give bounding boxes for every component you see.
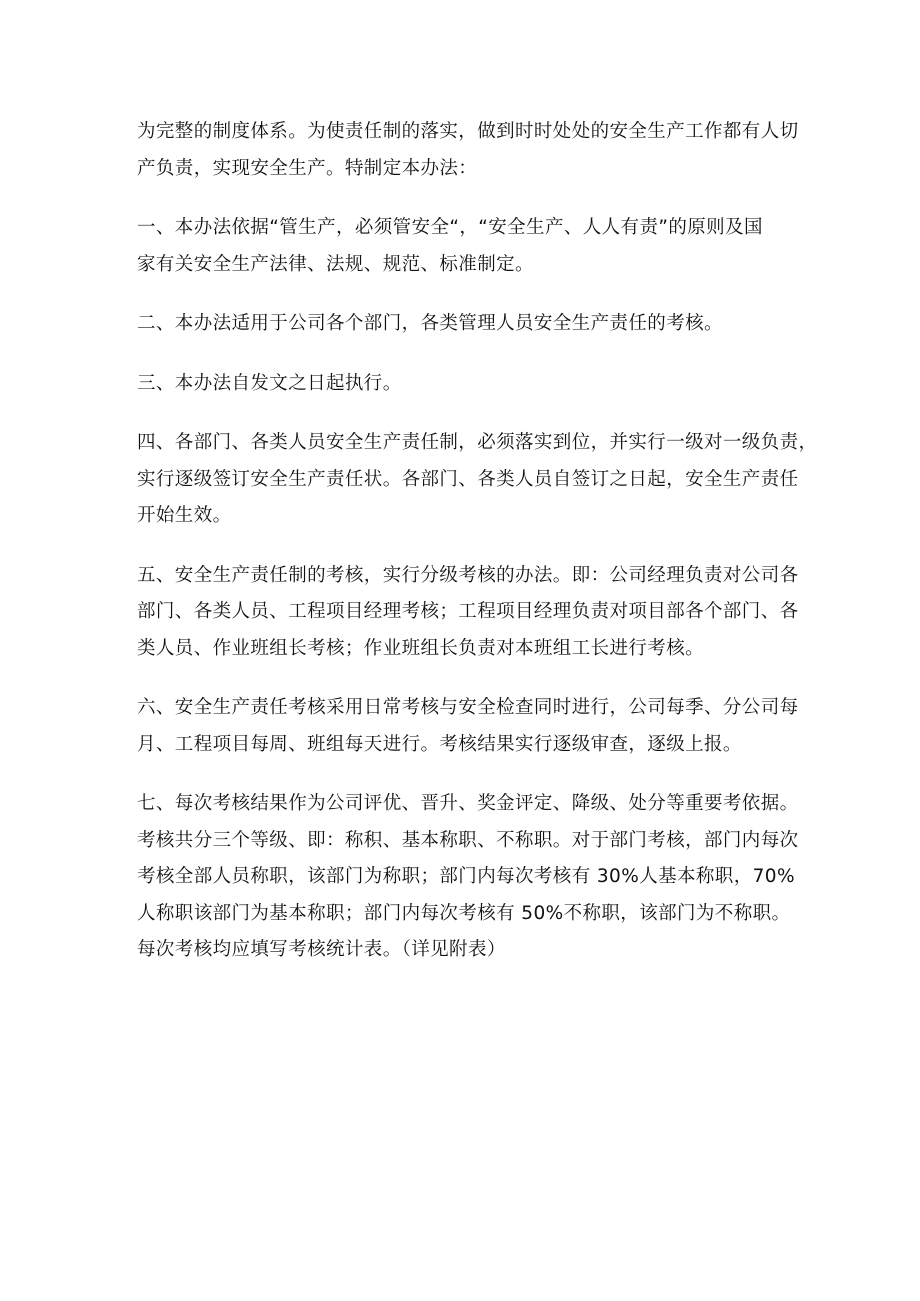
- text-line: 每次考核均应填写考核统计表。（详见附表）: [137, 939, 506, 960]
- text-line: 部门、各类人员、工程项目经理考核；工程项目经理负责对项目部各个部门、各: [137, 601, 799, 622]
- paragraph-article-5: [137, 558, 817, 668]
- text-line: 三、本办法自发文之日起执行。: [137, 372, 402, 394]
- text-line: 一、本办法依据“管生产，必须管安全“，“安全生产、人人有责”的原则及国: [137, 217, 763, 238]
- text-line: 考核全部人员称职，该部门为称职；部门内每次考核有 30%人基本称职，70%: [137, 866, 795, 887]
- text-line: 六、安全生产责任考核采用日常考核与安全检查同时进行，公司每季、分公司每: [137, 697, 799, 718]
- text-line: 五、安全生产责任制的考核，实行分级考核的办法。即：公司经理负责对公司各: [137, 564, 799, 586]
- paragraph-article-6: [137, 690, 817, 763]
- text-line: 为完整的制度体系。为使责任制的落实，做到时时处处的安全生产工作都有人切: [137, 121, 799, 142]
- text-line: 四、各部门、各类人员安全生产责任制，必须落实到位，并实行一级对一级负责，: [137, 432, 818, 453]
- paragraph-article-7: [137, 786, 817, 969]
- text-line: 月、工程项目每周、班组每天进行。考核结果实行逐级审查，逐级上报。: [137, 733, 742, 755]
- document-body: [137, 114, 817, 992]
- paragraph-article-4: [137, 425, 817, 535]
- paragraph-article-1: [137, 210, 817, 283]
- paragraph-intro: [137, 114, 817, 187]
- text-line: 产负责，实现安全生产。特制定本办法：: [137, 157, 478, 179]
- text-line: 七、每次考核结果作为公司评优、晋升、奖金评定、降级、处分等重要考依据。: [137, 793, 799, 814]
- text-line: 考核共分三个等级、即：称积、基本称职、不称职。对于部门考核，部门内每次: [137, 829, 799, 851]
- text-line: 实行逐级签订安全生产责任状。各部门、各类人员自签订之日起，安全生产责任: [137, 468, 799, 490]
- text-line: 类人员、作业班组长考核；作业班组长负责对本班组工长进行考核。: [137, 637, 705, 659]
- text-line: 家有关安全生产法律、法规、规范、标准制定。: [137, 253, 534, 275]
- paragraph-article-2: [137, 306, 817, 343]
- text-line: 二、本办法适用于公司各个部门，各类管理人员安全生产责任的考核。: [137, 313, 723, 334]
- paragraph-article-3: [137, 366, 817, 403]
- text-line: 人称职该部门为基本称职；部门内每次考核有 50%不称职，该部门为不称职。: [137, 902, 791, 924]
- text-line: 开始生效。: [137, 505, 232, 526]
